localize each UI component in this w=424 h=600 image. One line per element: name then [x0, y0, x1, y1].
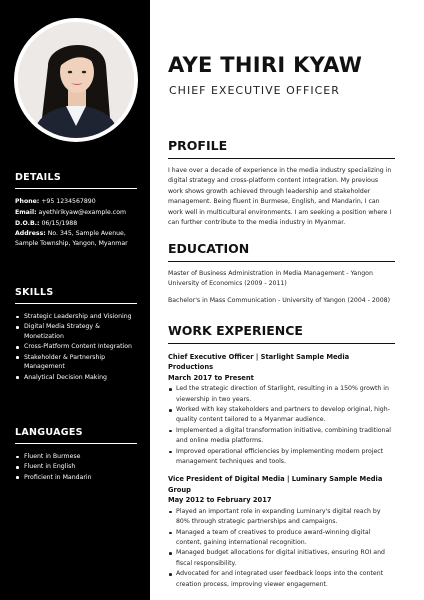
languages-section [15, 427, 137, 483]
address-line [15, 229, 137, 248]
skill-item: Strategic Leadership and Visioning [15, 312, 137, 322]
details-section [15, 172, 137, 250]
job-entry [168, 352, 395, 467]
phone-label: Phone: [15, 198, 40, 205]
job-bullet: Managed budget allocations for digital initiatives, ensuring ROI and fiscal responsibility. [168, 548, 395, 569]
job-bullet: Advocated for and integrated user feedback loops into the content creation process, improving viewer engagement. [168, 569, 395, 590]
job-bullet: Implemented a digital transformation initiative, combining traditional and online media platforms. [168, 426, 395, 447]
profile-section [168, 138, 395, 228]
skills-list [15, 312, 137, 382]
languages-list [15, 452, 137, 482]
job-entry [168, 474, 395, 589]
skill-item: Digital Media Strategy & Monetization [15, 322, 137, 341]
dob-value: 06/15/1988 [41, 219, 78, 227]
profile-photo [18, 22, 134, 138]
person-name: AYE THIRI KYAW [168, 53, 363, 77]
details-heading: DETAILS [15, 172, 137, 189]
email-label: Email: [15, 208, 37, 216]
phone-value: +95 1234567890 [41, 198, 96, 205]
dob-label: D.O.B.: [15, 219, 40, 227]
job-title-line: Vice President of Digital Media | Luminary Sample Media Group [168, 475, 383, 494]
profile-heading: PROFILE [168, 138, 395, 159]
job-bullets [168, 507, 395, 590]
job-bullet: Played an important role in expanding Luminary's digital reach by 80% through strategic partnerships and campaigns. [168, 507, 395, 528]
job-title-line: Chief Executive Officer | Starlight Sample Media Productions [168, 353, 350, 372]
job-bullets [168, 384, 395, 467]
job-dates: March 2017 to Present [168, 373, 254, 382]
job-title: CHIEF EXECUTIVE OFFICER [169, 84, 340, 97]
profile-photo-illustration [18, 22, 134, 138]
job-bullet: Improved operational efficiencies by implementing modern project management techniques and tools. [168, 447, 395, 468]
skills-heading: SKILLS [15, 287, 137, 304]
language-item: Proficient in Mandarin [15, 473, 137, 483]
main-content [168, 0, 408, 600]
email-line [15, 208, 137, 218]
email-value: ayethirikyaw@example.com [38, 208, 127, 216]
job-bullet: Worked with key stakeholders and partners to develop original, high-quality content tailored to a Myanmar audience. [168, 405, 395, 426]
skill-item: Analytical Decision Making [15, 373, 137, 383]
languages-heading: LANGUAGES [15, 427, 137, 444]
job-bullet: Led the strategic direction of Starlight, resulting in a 150% growth in viewership in two years. [168, 384, 395, 405]
job-dates: May 2012 to February 2017 [168, 496, 272, 505]
education-item: Master of Business Administration in Media Management - Yangon University of Economics (2009 - 2011) [168, 270, 373, 288]
skill-item: Stakeholder & Partnership Management [15, 353, 137, 372]
address-value: No. 345, Sample Avenue, Sample Township, Yangon, Myanmar [15, 230, 128, 247]
skills-section [15, 287, 137, 383]
education-section [168, 241, 395, 306]
skill-item: Cross-Platform Content Integration [15, 342, 137, 352]
education-heading: EDUCATION [168, 241, 395, 262]
profile-photo-frame [14, 18, 138, 142]
work-experience-section [168, 323, 395, 590]
address-label: Address: [15, 230, 46, 238]
profile-summary: I have over a decade of experience in the media industry specializing in digital strategy and cross-platform content integration. My previous work shows growth achieved through leadership and stakeholder management. Being fluent in Burmese, English, and Mandarin, I can work well in multicultural environments. I am seeking a position where I can further contribute to the media industry in Myanmar. [168, 167, 392, 227]
education-item: Bachelor's in Mass Communication - University of Yangon (2004 - 2008) [168, 296, 391, 304]
sidebar [0, 0, 150, 600]
language-item: Fluent in English [15, 462, 137, 472]
phone-line [15, 197, 137, 207]
job-bullet: Managed a team of creatives to produce award-winning digital content, gaining international recognition. [168, 528, 395, 549]
dob-line [15, 219, 137, 229]
work-experience-heading: WORK EXPERIENCE [168, 323, 395, 344]
details-body [15, 197, 137, 249]
language-item: Fluent in Burmese [15, 452, 137, 462]
